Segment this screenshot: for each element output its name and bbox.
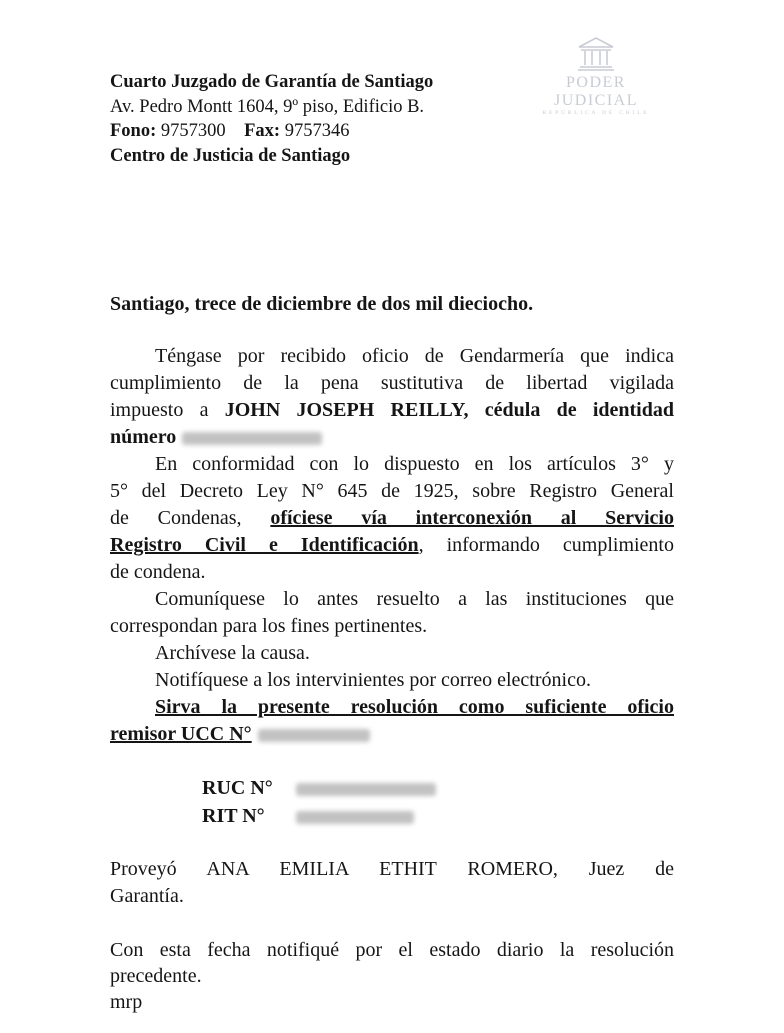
id-label: número bbox=[110, 426, 177, 448]
case-numbers bbox=[202, 774, 436, 830]
rit-label: RIT N° bbox=[202, 805, 265, 827]
court-name: Cuarto Juzgado de Garantía de Santiago bbox=[110, 72, 434, 92]
body-line: de condena. bbox=[110, 561, 206, 583]
body-line: Téngase por recibido oficio de Gendarmería que indica bbox=[155, 345, 674, 367]
order-text: ofíciese vía interconexión al Servicio bbox=[270, 507, 674, 529]
body-text: , informando cumplimiento bbox=[418, 534, 674, 556]
redacted-ruc-number bbox=[296, 783, 436, 796]
contact-line bbox=[110, 119, 433, 144]
court-address: Av. Pedro Montt 1604, 9º piso, Edificio B. bbox=[110, 96, 425, 117]
body-line: 5° del Decreto Ley N° 645 de 1925, sobre Registro General bbox=[110, 480, 674, 502]
body-line bbox=[110, 397, 674, 424]
logo-title: PODER JUDICIAL bbox=[554, 74, 638, 109]
body-line: correspondan para los fines pertinentes. bbox=[110, 615, 428, 637]
courthouse-icon bbox=[575, 34, 617, 72]
redacted-id-number bbox=[182, 432, 322, 445]
provision-block bbox=[110, 856, 674, 910]
redacted-ucc-number bbox=[258, 729, 370, 742]
fax-label: Fax: bbox=[244, 121, 281, 141]
rit-line bbox=[202, 802, 436, 830]
ruc-label: RUC N° bbox=[202, 777, 273, 799]
phone-number: 9757300 bbox=[160, 121, 226, 141]
registry-name: Registro Civil e Identificación bbox=[110, 534, 419, 556]
body-line bbox=[110, 424, 674, 451]
resolution-body bbox=[110, 343, 674, 748]
provision-line: Garantía. bbox=[110, 885, 184, 907]
body-line: En conformidad con lo dispuesto en los artículos 3° y bbox=[155, 453, 674, 475]
ucc-label: remisor UCC N° bbox=[110, 723, 252, 745]
logo-subtitle: REPÚBLICA DE CHILE bbox=[542, 110, 650, 116]
redacted-rit-number bbox=[296, 811, 414, 824]
body-line: Sirva la presente resolución como suficiente oficio bbox=[155, 696, 674, 718]
provision-line: Proveyó ANA EMILIA ETHIT ROMERO, Juez de bbox=[110, 858, 674, 880]
body-line: cumplimiento de la pena sustitutiva de libertad vigilada bbox=[110, 372, 674, 394]
body-line: Notifíquese a los intervinientes por correo electrónico. bbox=[155, 669, 591, 691]
notification-line: Con esta fecha notifiqué por el estado diario la resolución bbox=[110, 939, 674, 961]
justice-center: Centro de Justicia de Santiago bbox=[110, 145, 351, 166]
body-line bbox=[110, 532, 674, 559]
fax-number: 9757346 bbox=[284, 121, 350, 141]
notification-line: precedente. bbox=[110, 965, 202, 987]
body-line: Comuníquese lo antes resuelto a las instituciones que bbox=[155, 588, 674, 610]
ruc-line bbox=[202, 774, 436, 802]
clerk-initials: mrp bbox=[110, 991, 143, 1013]
body-line bbox=[110, 505, 674, 532]
poder-judicial-logo bbox=[522, 34, 670, 117]
phone-label: Fono: bbox=[110, 121, 157, 141]
body-text: de Condenas, bbox=[110, 507, 271, 529]
body-text: impuesto a bbox=[110, 399, 225, 421]
defendant-name: JOHN JOSEPH REILLY, cédula de identidad bbox=[224, 399, 674, 421]
notification-block bbox=[110, 937, 674, 1015]
court-header bbox=[110, 70, 433, 168]
body-line bbox=[110, 721, 674, 748]
body-line: Archívese la causa. bbox=[155, 642, 310, 664]
date-line: Santiago, trece de diciembre de dos mil dieciocho. bbox=[110, 293, 534, 315]
